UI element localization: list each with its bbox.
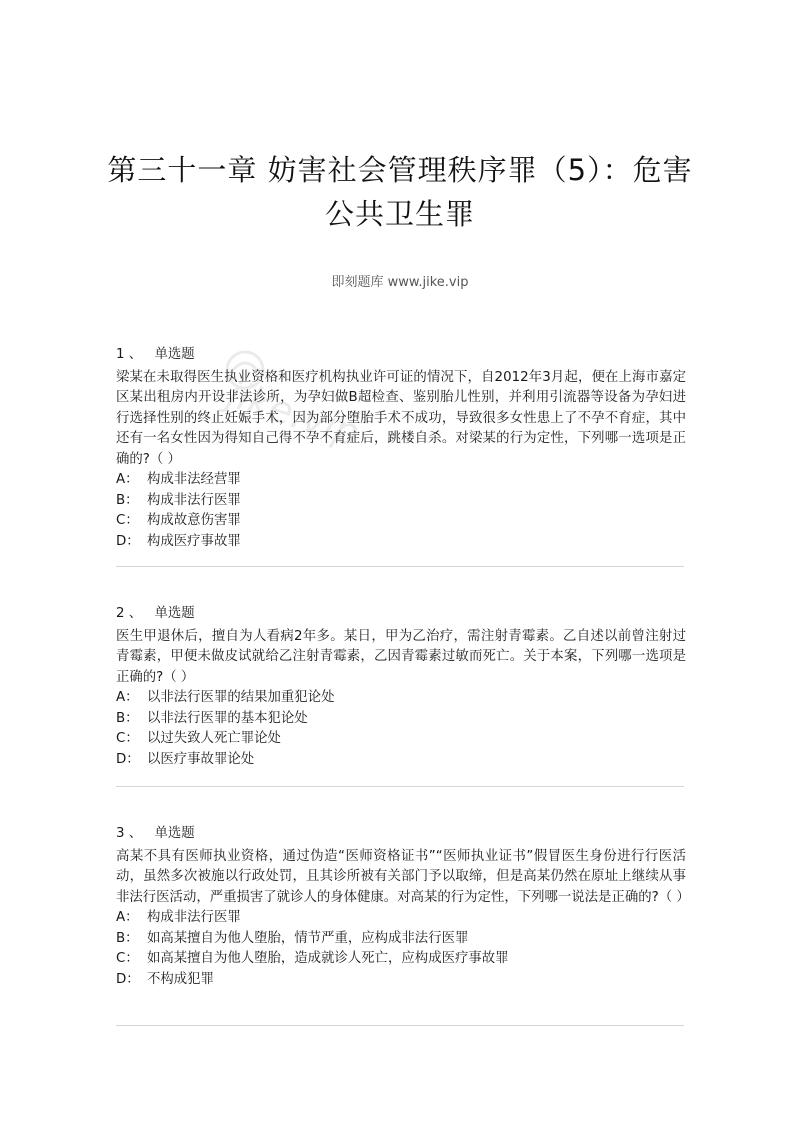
divider [116,786,684,787]
option-c[interactable] [116,949,686,970]
option-letter: A： [116,690,139,705]
question-1 [116,345,686,552]
question-3 [116,824,690,990]
option-d[interactable] [116,750,686,771]
question-text: 高某不具有医师执业资格，通过伪造“医师资格证书”“医师执业证书”假冒医生身份进行行医活动，虽然多次被施以行政处罚，且其诊所被有关部门予以取缔，但是高某仍然在原址上继续从事非法行医活动，严重损害了就诊人的身体健康。对高某的行为定性，下列哪一说法是正确的?（ ） [116,848,690,905]
page-title: 第三十一章 妨害社会管理秩序罪（5）：危害公共卫生罪 [107,153,693,231]
option-a[interactable] [116,688,686,709]
question-header [116,604,686,625]
option-text: 不构成犯罪 [147,971,214,987]
option-b[interactable] [116,929,686,950]
option-a[interactable] [116,908,686,929]
option-text: 以过失致人死亡罪论处 [147,731,281,746]
option-d[interactable] [116,532,686,553]
option-letter: D： [116,533,140,549]
option-text: 以非法行医罪的结果加重犯论处 [147,690,335,705]
question-number: 3 、 [116,826,143,841]
option-letter: B： [116,492,139,508]
question-header [116,345,686,366]
question-number: 2 、 [116,606,143,621]
option-letter: B： [116,930,139,946]
option-text: 如高某擅自为他人堕胎，情节严重，应构成非法行医罪 [147,930,469,946]
question-text: 梁某在未取得医生执业资格和医疗机构执业许可证的情况下，自2012年3月起，便在上海市嘉定区某出租房内开设非法诊所，为孕妇做B超检查、鉴别胎儿性别，并利用引流器等设备为孕妇进行选择性别的终止妊娠手术，因为部分堕胎手术不成功，导致很多女性患上了不孕不育症，其中还有一名女性因为得知自己得不孕不育症后，跳楼自杀。对梁某的行为定性，下列哪一选项是正确的?（ ） [116,369,686,467]
question-2 [116,604,686,770]
divider [116,566,684,567]
question-text: 医生甲退休后，擅自为人看病2年多。某日，甲为乙治疗，需注射青霉素。乙自述以前曾注射过青霉素，甲便未做皮试就给乙注射青霉素，乙因青霉素过敏而死亡。关于本案，下列哪一选项是正确的?（ ） [116,628,686,685]
option-text: 构成非法经营罪 [147,472,241,487]
option-text: 构成非法行医罪 [147,910,241,925]
divider [116,1025,684,1026]
option-text: 构成故意伤害罪 [147,513,241,528]
option-text: 构成医疗事故罪 [147,533,241,549]
option-text: 以非法行医罪的基本犯论处 [147,710,308,726]
source-subtitle: 即刻题库 www.jike.vip [331,275,469,290]
option-text: 如高某擅自为他人堕胎，造成就诊人死亡，应构成医疗事故罪 [147,951,509,966]
watermark-text: jike.vip [222,371,365,456]
option-text: 构成非法行医罪 [147,492,241,508]
question-type: 单选题 [154,826,195,841]
question-header [116,824,686,845]
option-b[interactable] [116,491,686,512]
option-a[interactable] [116,470,686,491]
option-letter: A： [116,910,139,925]
option-c[interactable] [116,511,686,532]
option-letter: C： [116,731,139,746]
option-letter: C： [116,951,139,966]
option-letter: D： [116,751,140,767]
option-c[interactable] [116,729,686,750]
option-b[interactable] [116,709,686,730]
option-letter: D： [116,971,140,987]
option-d[interactable] [116,970,686,991]
question-type: 单选题 [154,606,195,621]
option-text: 以医疗事故罪论处 [147,751,255,767]
question-type: 单选题 [154,347,195,362]
option-letter: B： [116,710,139,726]
question-number: 1 、 [116,347,143,362]
option-letter: A： [116,472,139,487]
option-letter: C： [116,513,139,528]
